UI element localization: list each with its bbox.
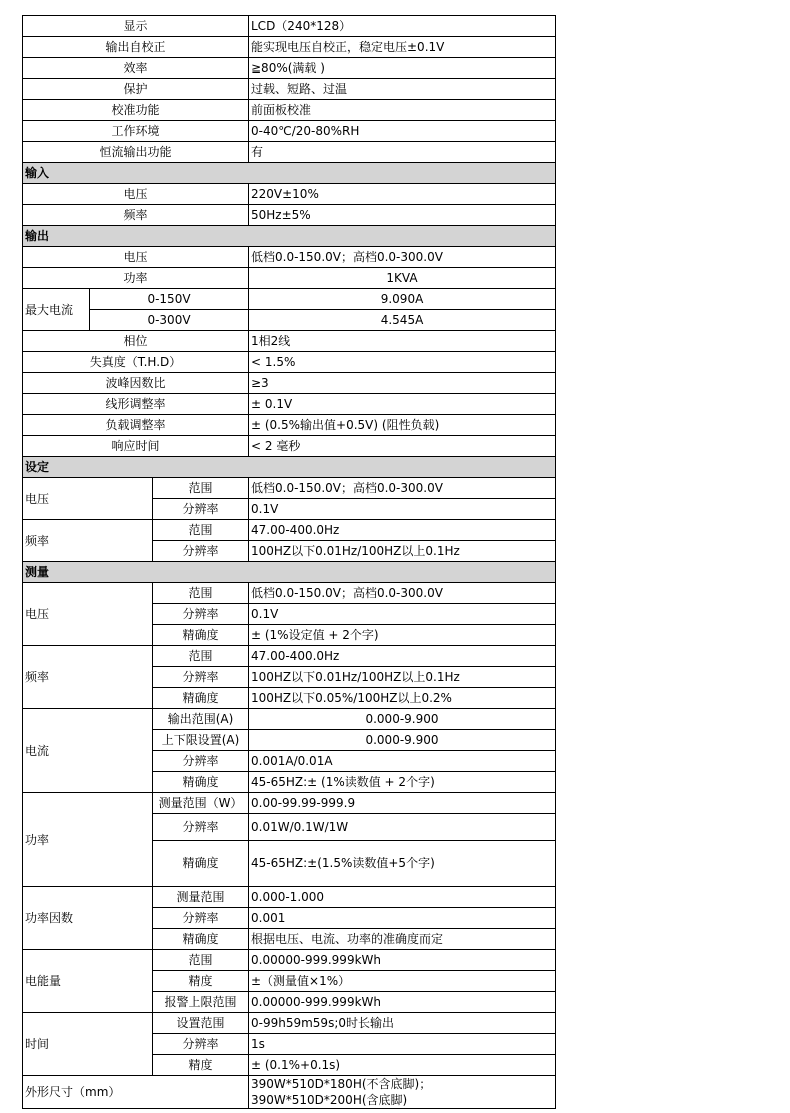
row-label: 效率	[23, 58, 249, 79]
group-label: 电流	[23, 709, 153, 793]
table-row	[23, 415, 556, 436]
table-row	[23, 352, 556, 373]
table-row	[23, 184, 556, 205]
row-value: 100HZ以下0.01Hz/100HZ以上0.1Hz	[249, 541, 556, 562]
row-value: 0.000-9.900	[249, 730, 556, 751]
row-value: 1相2线	[249, 331, 556, 352]
row-value: 0.1V	[249, 499, 556, 520]
table-row	[23, 331, 556, 352]
table-row	[23, 310, 556, 331]
table-row	[23, 268, 556, 289]
row-value: 根据电压、电流、功率的准确度而定	[249, 929, 556, 950]
group-label: 电压	[23, 583, 153, 646]
row-sublabel: 设置范围	[153, 1013, 249, 1034]
row-sublabel: 精确度	[153, 772, 249, 793]
row-value: ±（测量值×1%）	[249, 971, 556, 992]
group-label: 电能量	[23, 950, 153, 1013]
row-value: ± 0.1V	[249, 394, 556, 415]
row-value: 0.00000-999.999kWh	[249, 950, 556, 971]
table-row	[23, 79, 556, 100]
group-label: 功率因数	[23, 887, 153, 950]
section-title: 测量	[23, 562, 556, 583]
row-sublabel: 分辨率	[153, 604, 249, 625]
row-value: 45-65HZ:±(1.5%读数值+5个字)	[249, 841, 556, 887]
table-row	[23, 100, 556, 121]
table-row	[23, 478, 556, 499]
section-title: 输入	[23, 163, 556, 184]
row-value: 能实现电压自校正，稳定电压±0.1V	[249, 37, 556, 58]
row-sublabel: 精确度	[153, 841, 249, 887]
row-label: 功率	[23, 268, 249, 289]
row-label: 保护	[23, 79, 249, 100]
row-sublabel: 精确度	[153, 625, 249, 646]
row-label: 电压	[23, 184, 249, 205]
row-value: 0.001A/0.01A	[249, 751, 556, 772]
row-sublabel: 精度	[153, 971, 249, 992]
row-sublabel: 输出范围(A)	[153, 709, 249, 730]
row-value: ± (0.1%+0.1s)	[249, 1055, 556, 1076]
group-label: 频率	[23, 520, 153, 562]
row-value: 0.1V	[249, 604, 556, 625]
row-sublabel: 范围	[153, 646, 249, 667]
row-sublabel: 0-150V	[90, 289, 249, 310]
table-row	[23, 436, 556, 457]
group-label: 功率	[23, 793, 153, 887]
table-row	[23, 58, 556, 79]
row-label: 校准功能	[23, 100, 249, 121]
table-row	[23, 142, 556, 163]
row-value: 47.00-400.0Hz	[249, 646, 556, 667]
row-sublabel: 0-300V	[90, 310, 249, 331]
row-value: LCD（240*128）	[249, 16, 556, 37]
row-value: 47.00-400.0Hz	[249, 520, 556, 541]
row-sublabel: 分辨率	[153, 541, 249, 562]
row-value: 0.000-1.000	[249, 887, 556, 908]
row-value: 0.01W/0.1W/1W	[249, 814, 556, 841]
table-row	[23, 373, 556, 394]
row-value: ± (0.5%输出值+0.5V) (阻性负载)	[249, 415, 556, 436]
section-title: 输出	[23, 226, 556, 247]
row-label: 响应时间	[23, 436, 249, 457]
row-value: 过载、短路、过温	[249, 79, 556, 100]
row-sublabel: 分辨率	[153, 499, 249, 520]
table-row	[23, 121, 556, 142]
row-value: 1s	[249, 1034, 556, 1055]
row-value: 低档0.0-150.0V；高档0.0-300.0V	[249, 583, 556, 604]
row-value: 0.00000-999.999kWh	[249, 992, 556, 1013]
row-value: ± (1%设定值 + 2个字)	[249, 625, 556, 646]
row-value: 390W*510D*180H(不含底脚)；390W*510D*200H(含底脚)	[249, 1076, 556, 1109]
row-value: 50Hz±5%	[249, 205, 556, 226]
table-row	[23, 205, 556, 226]
row-sublabel: 分辨率	[153, 667, 249, 688]
row-value: 100HZ以下0.05%/100HZ以上0.2%	[249, 688, 556, 709]
row-sublabel: 范围	[153, 583, 249, 604]
table-row	[23, 583, 556, 604]
row-sublabel: 分辨率	[153, 908, 249, 929]
row-value: < 1.5%	[249, 352, 556, 373]
row-value: 0-99h59m59s;0时长输出	[249, 1013, 556, 1034]
row-sublabel: 测量范围	[153, 887, 249, 908]
row-sublabel: 报警上限范围	[153, 992, 249, 1013]
table-row	[23, 520, 556, 541]
row-sublabel: 分辨率	[153, 814, 249, 841]
row-label: 失真度（T.H.D）	[23, 352, 249, 373]
row-label: 显示	[23, 16, 249, 37]
row-value: 低档0.0-150.0V；高档0.0-300.0V	[249, 478, 556, 499]
row-value: ≥3	[249, 373, 556, 394]
row-label: 外形尺寸（mm）	[23, 1076, 249, 1109]
table-row	[23, 37, 556, 58]
group-label: 频率	[23, 646, 153, 709]
row-value: 9.090A	[249, 289, 556, 310]
row-value: 有	[249, 142, 556, 163]
row-sublabel: 精度	[153, 1055, 249, 1076]
row-sublabel: 范围	[153, 950, 249, 971]
row-value: 0.00-99.99-999.9	[249, 793, 556, 814]
row-value: ≧80%(满载 )	[249, 58, 556, 79]
table-row	[23, 887, 556, 908]
row-sublabel: 精确度	[153, 688, 249, 709]
row-label: 恒流输出功能	[23, 142, 249, 163]
row-label: 波峰因数比	[23, 373, 249, 394]
table-row	[23, 289, 556, 310]
group-label: 最大电流	[23, 289, 90, 331]
row-sublabel: 测量范围（W）	[153, 793, 249, 814]
spec-table	[22, 15, 556, 1109]
group-label: 时间	[23, 1013, 153, 1076]
row-value: 100HZ以下0.01Hz/100HZ以上0.1Hz	[249, 667, 556, 688]
table-row	[23, 709, 556, 730]
table-row	[23, 1076, 556, 1109]
row-sublabel: 范围	[153, 478, 249, 499]
table-row	[23, 247, 556, 268]
row-label: 工作环境	[23, 121, 249, 142]
row-sublabel: 范围	[153, 520, 249, 541]
row-sublabel: 分辨率	[153, 1034, 249, 1055]
row-sublabel: 精确度	[153, 929, 249, 950]
row-value: < 2 毫秒	[249, 436, 556, 457]
group-label: 电压	[23, 478, 153, 520]
row-sublabel: 分辨率	[153, 751, 249, 772]
row-label: 线形调整率	[23, 394, 249, 415]
table-row	[23, 1013, 556, 1034]
row-value: 前面板校准	[249, 100, 556, 121]
row-value: 4.545A	[249, 310, 556, 331]
row-value: 低档0.0-150.0V；高档0.0-300.0V	[249, 247, 556, 268]
row-label: 负载调整率	[23, 415, 249, 436]
section-title: 设定	[23, 457, 556, 478]
row-label: 频率	[23, 205, 249, 226]
section-header-input	[23, 163, 556, 184]
table-row	[23, 793, 556, 814]
row-value: 45-65HZ:± (1%读数值 + 2个字)	[249, 772, 556, 793]
row-value: 220V±10%	[249, 184, 556, 205]
table-row	[23, 16, 556, 37]
row-value: 0.001	[249, 908, 556, 929]
row-label: 电压	[23, 247, 249, 268]
row-label: 输出自校正	[23, 37, 249, 58]
row-value: 0.000-9.900	[249, 709, 556, 730]
table-row	[23, 646, 556, 667]
row-label: 相位	[23, 331, 249, 352]
row-value: 0-40℃/20-80%RH	[249, 121, 556, 142]
section-header-output	[23, 226, 556, 247]
row-sublabel: 上下限设置(A)	[153, 730, 249, 751]
row-value: 1KVA	[249, 268, 556, 289]
section-header-setting	[23, 457, 556, 478]
table-row	[23, 394, 556, 415]
table-row	[23, 950, 556, 971]
section-header-measure	[23, 562, 556, 583]
